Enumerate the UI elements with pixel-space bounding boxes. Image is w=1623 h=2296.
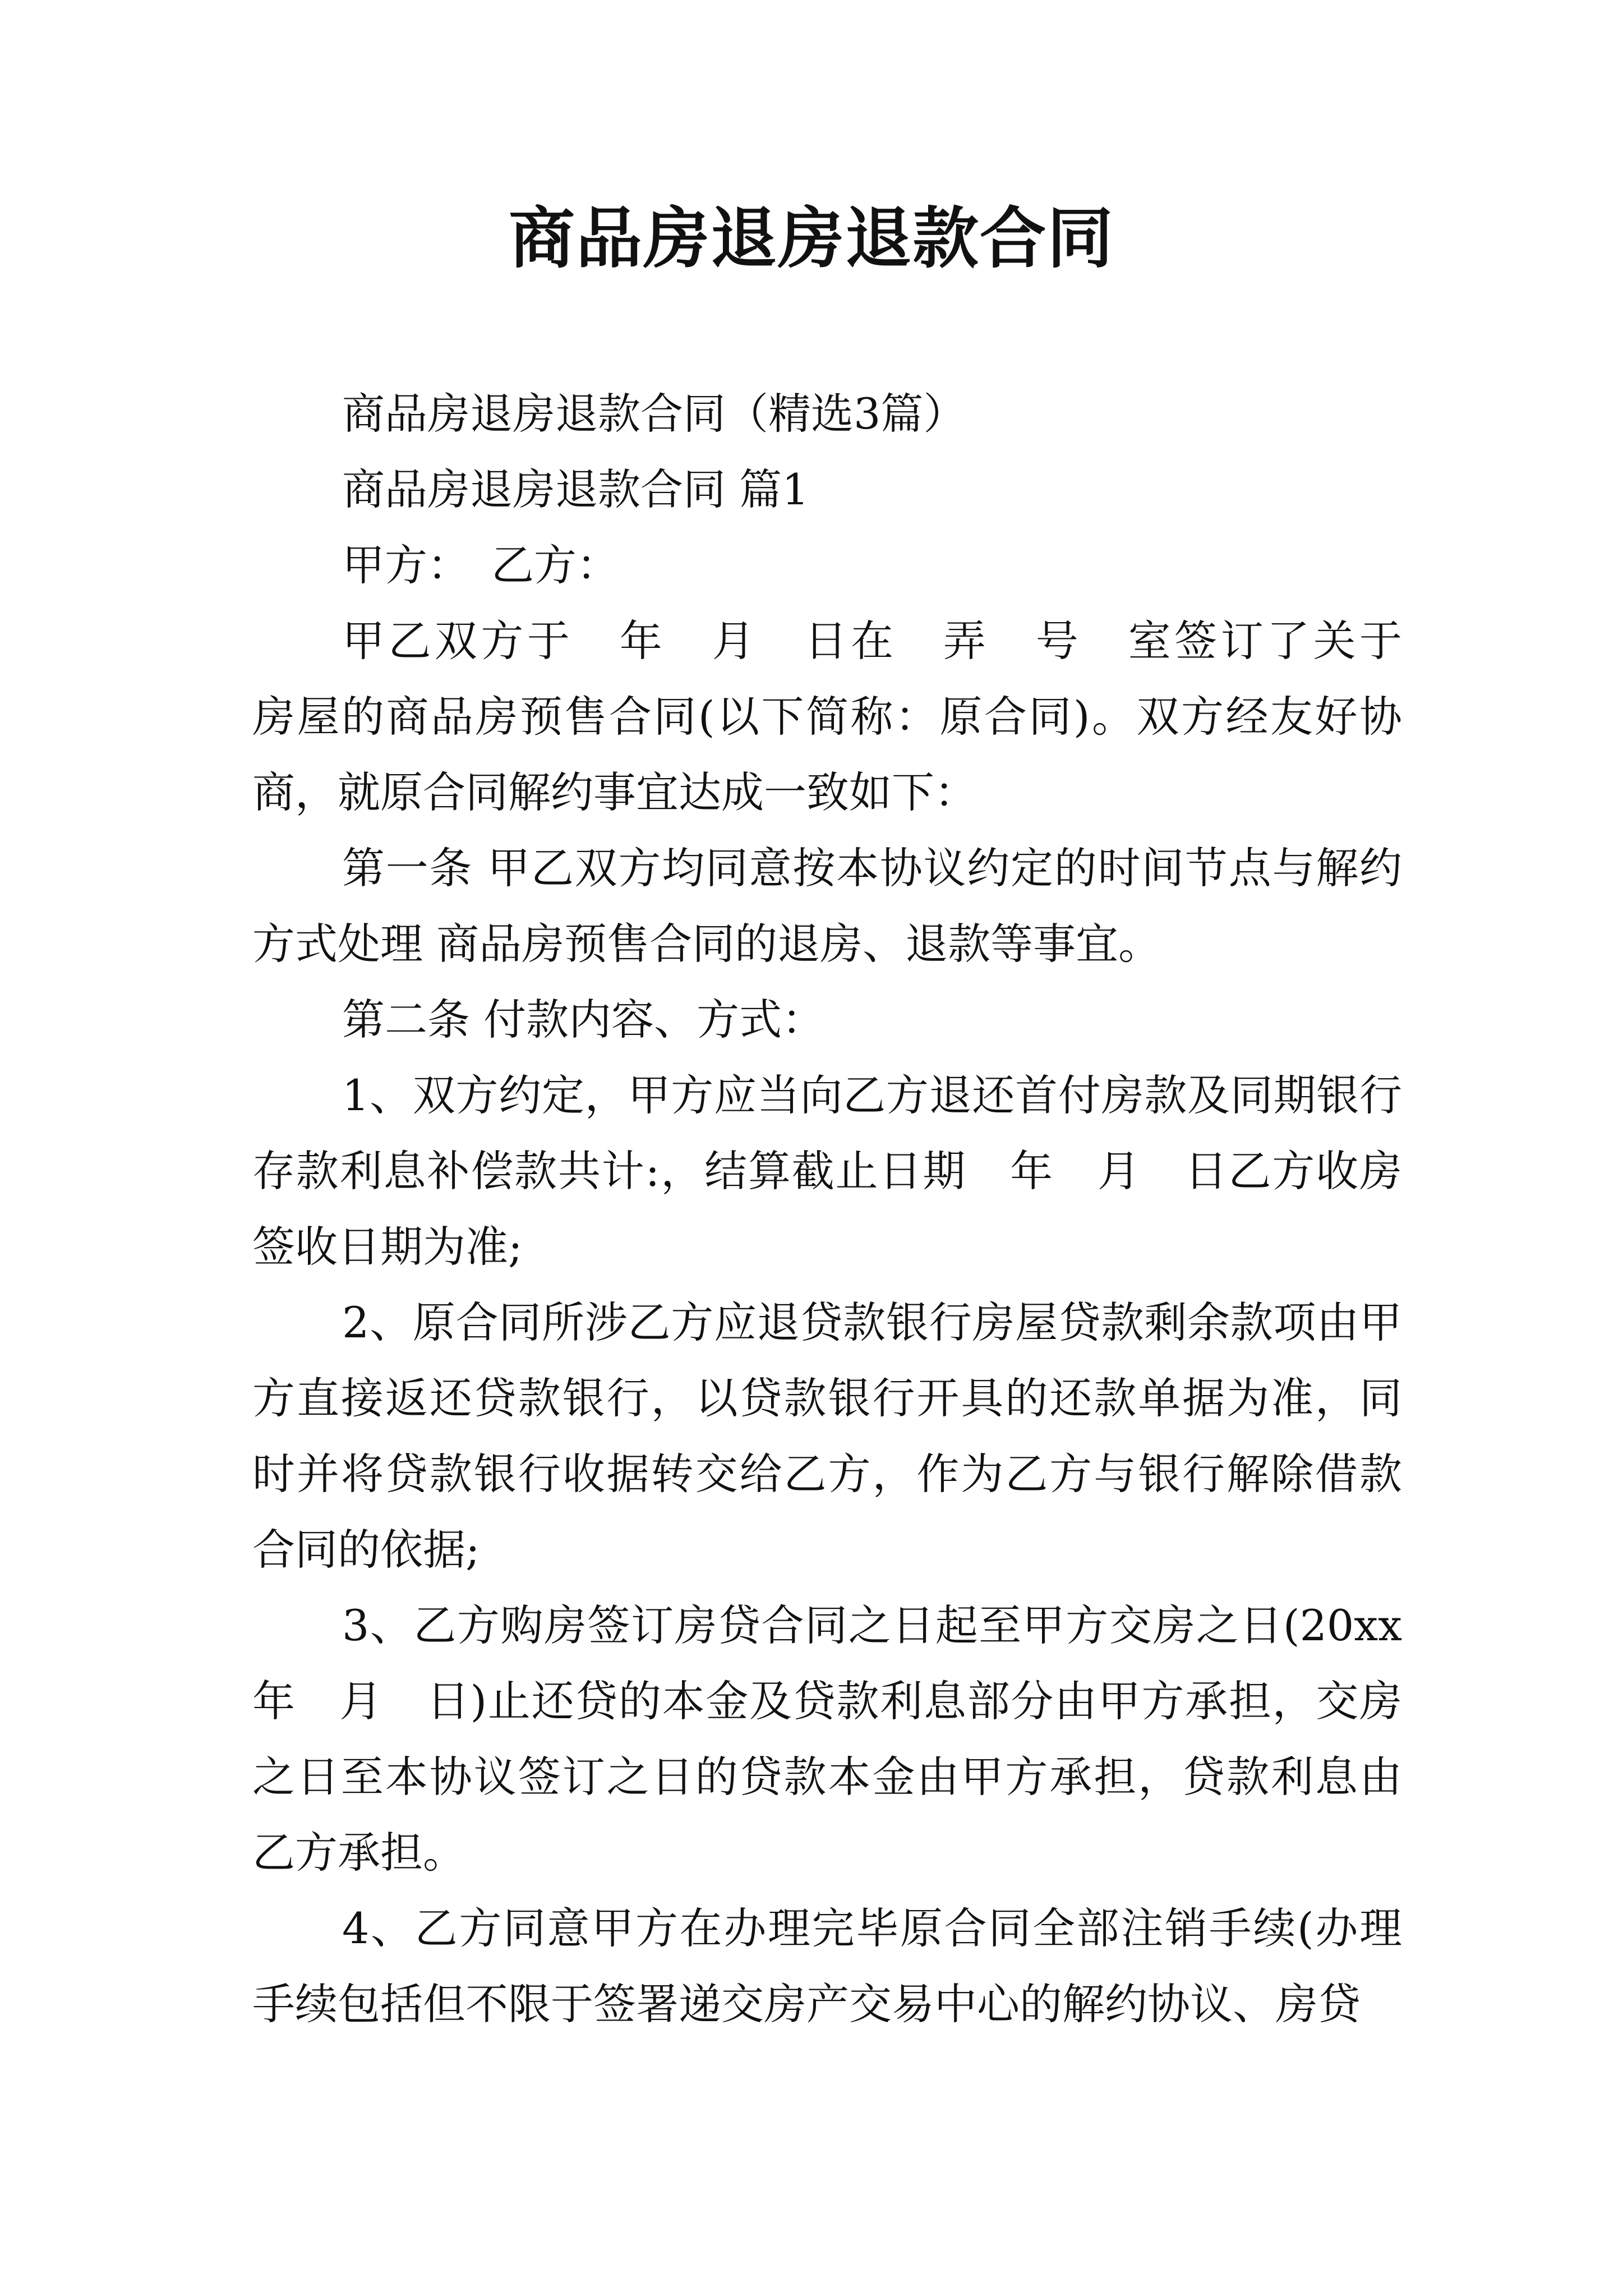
paragraph-item-3: 3、乙方购房签订房贷合同之日起至甲方交房之日(20xx年 月 日)止还贷的本金及贷款利息部分由甲方承担，交房之日至本协议签订之日的贷款本金由甲方承担，贷款利息由乙方承担。 [252,1600,1402,1878]
paragraph-preamble: 甲乙双方于 年 月 日在 弄 号 室签订了关于 房屋的商品房预售合同(以下简称：原合同)。双方经友好协商，就原合同解约事宜达成一致如下： [252,616,1445,817]
paragraph-parties: 甲方： 乙方： [342,540,619,590]
paragraph-item-4: 4、乙方同意甲方在办理完毕原合同全部注销手续(办理手续包括但不限于签署递交房产交易中心的解约协议、房贷 [252,1903,1402,2029]
document-body [252,376,1445,2042]
paragraph-subtitle: 商品房退房退款合同（精选3篇） [342,389,966,439]
paragraph-section-heading: 商品房退房退款合同 篇1 [342,464,809,514]
paragraph-article-2: 第二条 付款内容、方式： [342,995,825,1045]
paragraph-item-2: 2、原合同所涉乙方应退贷款银行房屋贷款剩余款项由甲方直接返还贷款银行，以贷款银行开具的还款单据为准，同时并将贷款银行收据转交给乙方，作为乙方与银行解除借款合同的依据; [252,1297,1402,1575]
paragraph-item-1: 1、双方约定，甲方应当向乙方退还首付房款及同期银行存款利息补偿款共计:，结算截止日期 年 月 日乙方收房签收日期为准; [252,1070,1402,1272]
paragraph-article-1: 第一条 甲乙双方均同意按本协议约定的时间节点与解约方式处理 商品房预售合同的退房、退款等事宜。 [252,843,1402,969]
document-title: 商品房退房退款合同 [508,200,1114,277]
